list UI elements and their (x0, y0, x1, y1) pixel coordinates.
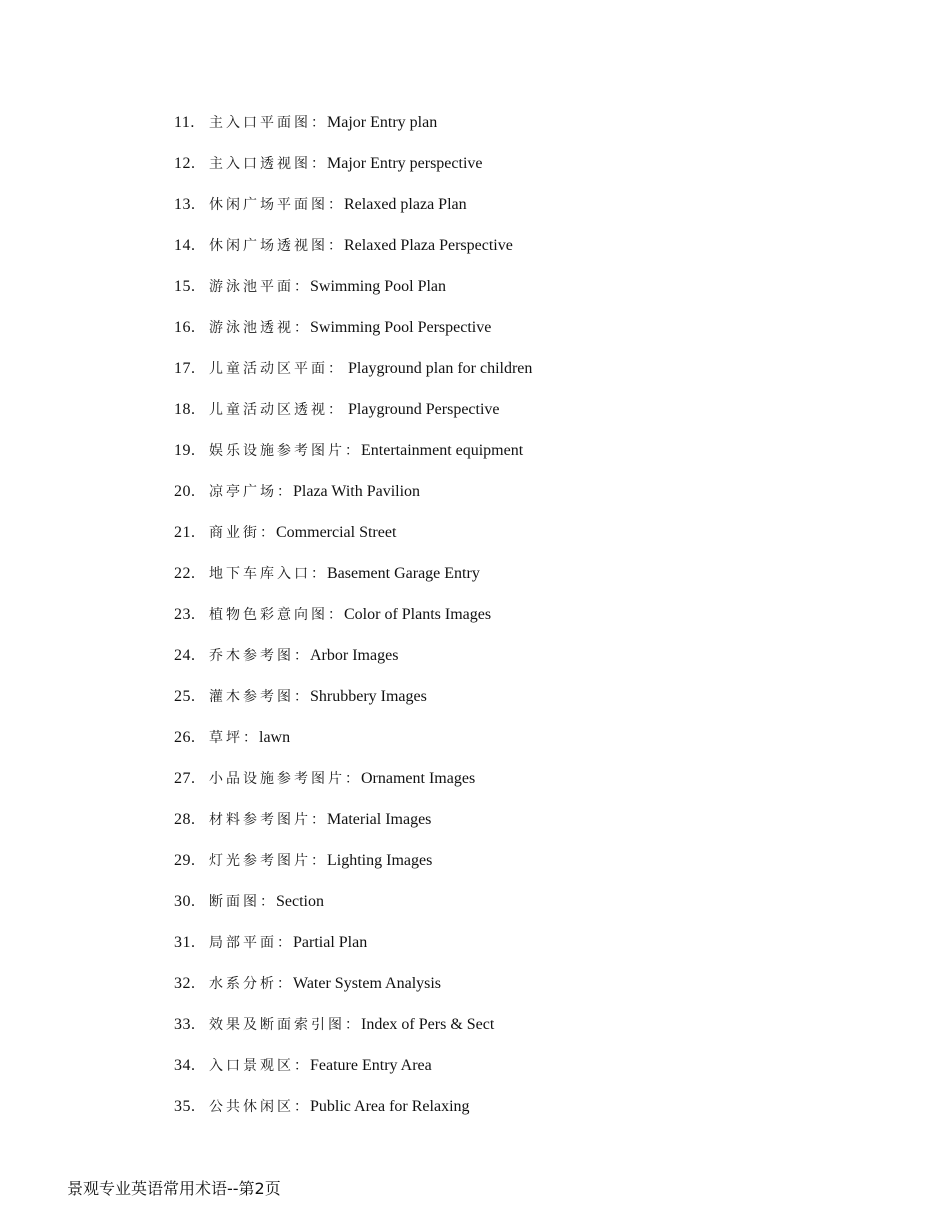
term-separator: ： (328, 361, 342, 377)
list-item (174, 522, 532, 563)
english-term: Public Area for Relaxing (310, 1098, 470, 1115)
list-item (174, 563, 532, 604)
list-item (174, 768, 532, 809)
item-number: 32. (174, 975, 196, 992)
item-number: 23. (174, 606, 196, 623)
chinese-term: 娱乐设施参考图片 (209, 443, 345, 459)
english-term: Lighting Images (327, 852, 433, 869)
list-item (174, 809, 532, 850)
item-number: 16. (174, 319, 196, 336)
list-item (174, 153, 532, 194)
list-item (174, 850, 532, 891)
list-item (174, 973, 532, 1014)
term-separator: ： (328, 607, 342, 623)
term-separator: ： (294, 689, 308, 705)
chinese-term: 乔木参考图 (209, 648, 294, 664)
chinese-term: 休闲广场平面图 (209, 197, 328, 213)
chinese-term: 植物色彩意向图 (209, 607, 328, 623)
list-item (174, 112, 532, 153)
term-separator: ： (311, 115, 325, 131)
chinese-term: 入口景观区 (209, 1058, 294, 1074)
english-term: Shrubbery Images (310, 688, 427, 705)
list-item (174, 235, 532, 276)
chinese-term: 商业街 (209, 525, 260, 541)
english-term: Section (276, 893, 324, 910)
chinese-term: 草坪 (209, 730, 243, 746)
item-number: 13. (174, 196, 196, 213)
chinese-term: 材料参考图片 (209, 812, 311, 828)
english-term: Plaza With Pavilion (293, 483, 421, 500)
item-number: 14. (174, 237, 196, 254)
english-term: Major Entry plan (327, 114, 438, 131)
english-term: Ornament Images (361, 770, 476, 787)
english-term: Relaxed Plaza Perspective (344, 237, 513, 254)
list-item (174, 440, 532, 481)
chinese-term: 水系分析 (209, 976, 277, 992)
term-separator: ： (328, 197, 342, 213)
item-number: 17. (174, 360, 196, 377)
term-separator: ： (311, 156, 325, 172)
english-term: Feature Entry Area (310, 1057, 432, 1074)
term-separator: ： (294, 1058, 308, 1074)
list-item (174, 686, 532, 727)
english-term: Playground Perspective (344, 401, 500, 418)
english-term: Entertainment equipment (361, 442, 524, 459)
english-term: Basement Garage Entry (327, 565, 480, 582)
chinese-term: 主入口透视图 (209, 156, 311, 172)
chinese-term: 儿童活动区透视 (209, 402, 328, 418)
english-term: Major Entry perspective (327, 155, 483, 172)
chinese-term: 灯光参考图片 (209, 853, 311, 869)
list-item (174, 481, 532, 522)
english-term: Arbor Images (310, 647, 399, 664)
list-item (174, 358, 532, 399)
english-term: Swimming Pool Perspective (310, 319, 492, 336)
term-separator: ： (345, 1017, 359, 1033)
chinese-term: 主入口平面图 (209, 115, 311, 131)
item-number: 29. (174, 852, 196, 869)
term-separator: ： (277, 484, 291, 500)
list-item (174, 727, 532, 768)
list-item (174, 317, 532, 358)
term-separator: ： (260, 525, 274, 541)
chinese-term: 小品设施参考图片 (209, 771, 345, 787)
term-separator: ： (328, 402, 342, 418)
item-number: 28. (174, 811, 196, 828)
list-item (174, 194, 532, 235)
item-number: 19. (174, 442, 196, 459)
english-term: Playground plan for children (344, 360, 533, 377)
chinese-term: 灌木参考图 (209, 689, 294, 705)
english-term: Index of Pers & Sect (361, 1016, 495, 1033)
english-term: lawn (259, 729, 291, 746)
list-item (174, 1055, 532, 1096)
english-term: Relaxed plaza Plan (344, 196, 467, 213)
item-number: 18. (174, 401, 196, 418)
term-separator: ： (260, 894, 274, 910)
term-separator: ： (345, 443, 359, 459)
item-number: 24. (174, 647, 196, 664)
term-separator: ： (311, 812, 325, 828)
term-separator: ： (294, 320, 308, 336)
item-number: 15. (174, 278, 196, 295)
item-number: 31. (174, 934, 196, 951)
chinese-term: 休闲广场透视图 (209, 238, 328, 254)
chinese-term: 断面图 (209, 894, 260, 910)
english-term: Material Images (327, 811, 432, 828)
chinese-term: 局部平面 (209, 935, 277, 951)
item-number: 11. (174, 114, 195, 131)
item-number: 20. (174, 483, 196, 500)
list-item (174, 399, 532, 440)
item-number: 30. (174, 893, 196, 910)
term-separator: ： (294, 1099, 308, 1115)
item-number: 12. (174, 155, 196, 172)
list-item (174, 604, 532, 645)
term-separator: ： (277, 976, 291, 992)
term-separator: ： (328, 238, 342, 254)
chinese-term: 游泳池平面 (209, 279, 294, 295)
chinese-term: 游泳池透视 (209, 320, 294, 336)
item-number: 27. (174, 770, 196, 787)
chinese-term: 凉亭广场 (209, 484, 277, 500)
term-separator: ： (243, 730, 257, 746)
term-list (174, 112, 532, 1137)
term-separator: ： (311, 566, 325, 582)
english-term: Color of Plants Images (344, 606, 492, 623)
chinese-term: 儿童活动区平面 (209, 361, 328, 377)
list-item (174, 932, 532, 973)
item-number: 33. (174, 1016, 196, 1033)
item-number: 26. (174, 729, 196, 746)
term-separator: ： (277, 935, 291, 951)
english-term: Swimming Pool Plan (310, 278, 447, 295)
list-item (174, 891, 532, 932)
item-number: 25. (174, 688, 196, 705)
term-separator: ： (345, 771, 359, 787)
item-number: 22. (174, 565, 196, 582)
term-separator: ： (294, 648, 308, 664)
list-item (174, 645, 532, 686)
term-separator: ： (294, 279, 308, 295)
chinese-term: 地下车库入口 (209, 566, 311, 582)
item-number: 35. (174, 1098, 196, 1115)
english-term: Water System Analysis (293, 975, 442, 992)
item-number: 21. (174, 524, 196, 541)
list-item (174, 1096, 532, 1137)
term-separator: ： (311, 853, 325, 869)
page-footer: 景观专业英语常用术语--第2页 (67, 1179, 281, 1198)
list-item (174, 1014, 532, 1055)
item-number: 34. (174, 1057, 196, 1074)
chinese-term: 效果及断面索引图 (209, 1017, 345, 1033)
english-term: Partial Plan (293, 934, 368, 951)
english-term: Commercial Street (276, 524, 397, 541)
list-item (174, 276, 532, 317)
chinese-term: 公共休闲区 (209, 1099, 294, 1115)
